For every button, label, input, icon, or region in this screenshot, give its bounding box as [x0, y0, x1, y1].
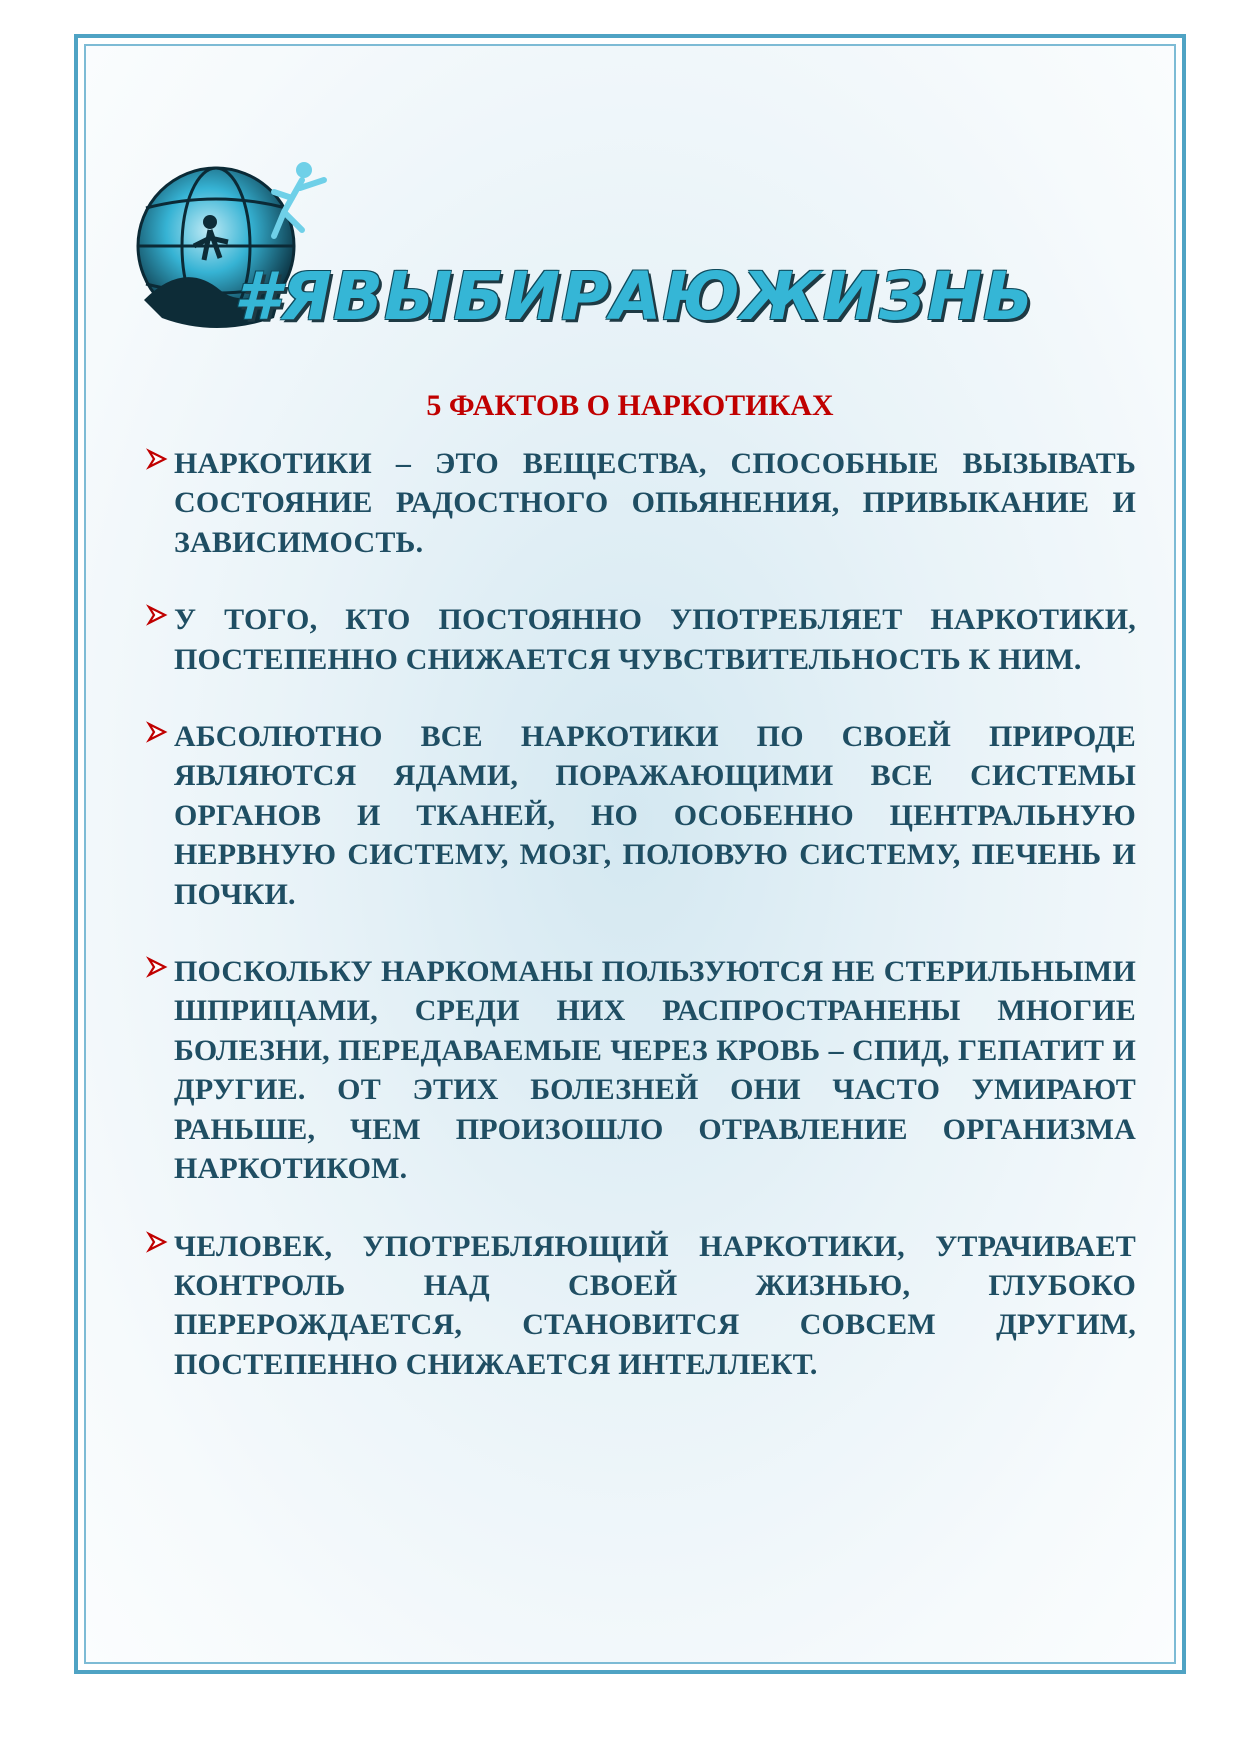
facts-list	[146, 444, 1136, 1422]
list-item	[146, 444, 1136, 562]
fact-text: АБСОЛЮТНО ВСЕ НАРКОТИКИ ПО СВОЕЙ ПРИРОДЕ ЯВЛЯЮТСЯ ЯДАМИ, ПОРАЖАЮЩИМИ ВСЕ СИСТЕМЫ ОРГАНОВ И ТКАНЕЙ, НО ОСОБЕННО ЦЕНТРАЛЬНУЮ НЕРВНУЮ СИСТЕМУ, МОЗГ, ПОЛОВУЮ СИСТЕМУ, ПЕЧЕНЬ И ПОЧКИ.	[174, 720, 1136, 911]
arrow-bullet-icon	[146, 1231, 168, 1253]
arrow-bullet-icon	[146, 956, 168, 978]
logo-text: #ЯВЫБИРАЮЖИЗНЬ	[234, 258, 1035, 335]
page-frame	[74, 34, 1186, 1674]
logo	[124, 150, 1035, 370]
fact-text: У ТОГО, КТО ПОСТОЯННО УПОТРЕБЛЯЕТ НАРКОТИКИ, ПОСТЕПЕННО СНИЖАЕТСЯ ЧУВСТВИТЕЛЬНОСТЬ К НИМ.	[174, 603, 1136, 676]
fact-text: ПОСКОЛЬКУ НАРКОМАНЫ ПОЛЬЗУЮТСЯ НЕ СТЕРИЛЬНЫМИ ШПРИЦАМИ, СРЕДИ НИХ РАСПРОСТРАНЕНЫ МНОГИЕ БОЛЕЗНИ, ПЕРЕДАВАЕМЫЕ ЧЕРЕЗ КРОВЬ – СПИД, ГЕПАТИТ И ДРУГИЕ. ОТ ЭТИХ БОЛЕЗНЕЙ ОНИ ЧАСТО УМИРАЮТ РАНЬШЕ, ЧЕМ ПРОИЗОШЛО ОТРАВЛЕНИЕ ОРГАНИЗМА НАРКОТИКОМ.	[174, 955, 1136, 1186]
list-item	[146, 717, 1136, 914]
arrow-bullet-icon	[146, 448, 168, 470]
arrow-bullet-icon	[146, 721, 168, 743]
page-frame-inner	[84, 44, 1176, 1664]
list-item	[146, 1227, 1136, 1385]
list-item	[146, 600, 1136, 679]
arrow-bullet-icon	[146, 604, 168, 626]
fact-text: НАРКОТИКИ – ЭТО ВЕЩЕСТВА, СПОСОБНЫЕ ВЫЗЫВАТЬ СОСТОЯНИЕ РАДОСТНОГО ОПЬЯНЕНИЯ, ПРИВЫКАНИЕ И ЗАВИСИМОСТЬ.	[174, 447, 1136, 559]
fact-text: ЧЕЛОВЕК, УПОТРЕБЛЯЮЩИЙ НАРКОТИКИ, УТРАЧИВАЕТ КОНТРОЛЬ НАД СВОЕЙ ЖИЗНЬЮ, ГЛУБОКО ПЕРЕРОЖДАЕТСЯ, СТАНОВИТСЯ СОВСЕМ ДРУГИМ, ПОСТЕПЕННО СНИЖАЕТСЯ ИНТЕЛЛЕКТ.	[174, 1229, 1136, 1381]
list-item	[146, 952, 1136, 1188]
page-title: 5 ФАКТОВ О НАРКОТИКАХ	[426, 389, 834, 422]
